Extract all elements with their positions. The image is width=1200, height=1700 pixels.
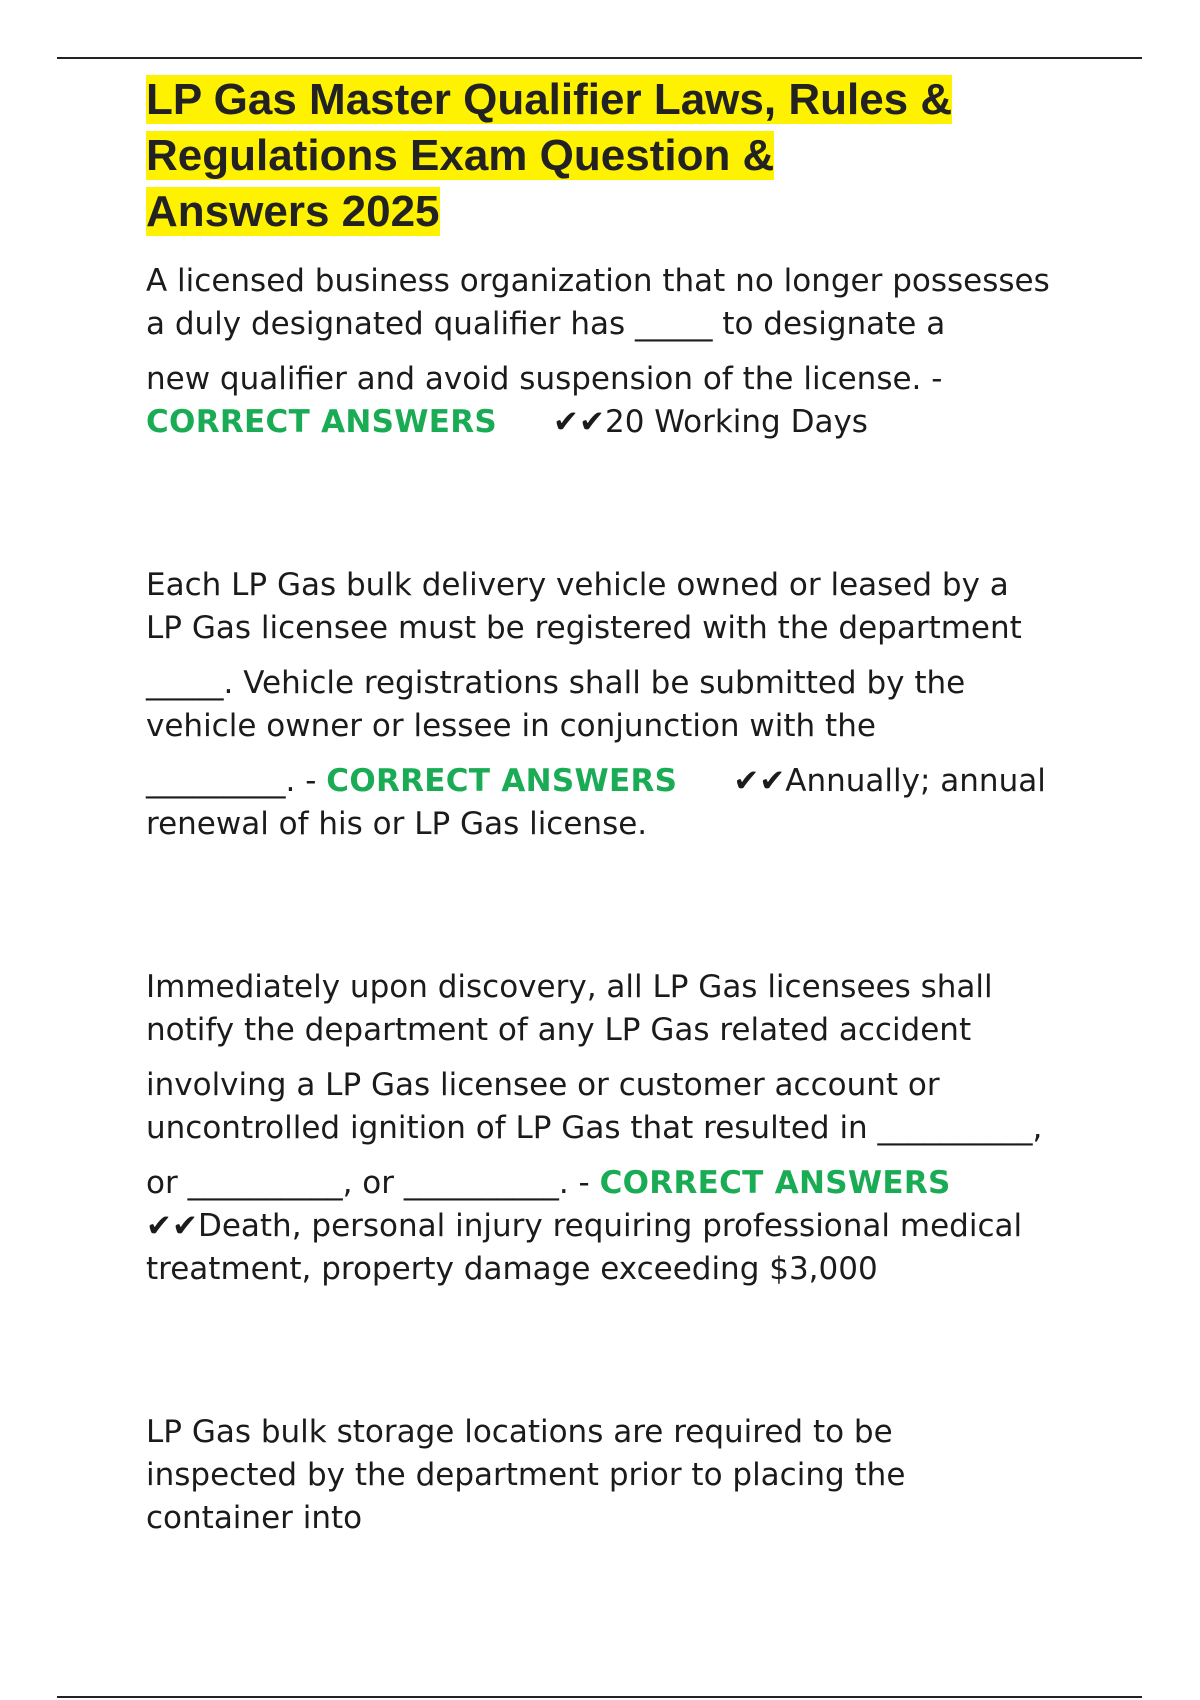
answer-line xyxy=(146,1162,1106,1205)
question-line: _________. - xyxy=(146,763,317,799)
check-icon: ✔✔ xyxy=(146,1208,198,1244)
title-highlight xyxy=(146,75,952,236)
answer-line xyxy=(146,763,1046,799)
title-line: LP Gas Master Qualifier Laws, Rules & xyxy=(146,75,953,124)
correct-answers-label: CORRECT ANSWERS xyxy=(146,404,498,440)
answer-text: Annually; annual xyxy=(785,763,1046,799)
question-text xyxy=(146,1411,1106,1540)
answer-line xyxy=(146,1205,1106,1248)
title-line: Regulations Exam Question & xyxy=(146,131,775,180)
title-line: Answers 2025 xyxy=(146,187,440,236)
question-line: new qualifier and avoid suspension of the license. - xyxy=(146,361,943,397)
question-line: a duly designated qualifier has _____ to designate a xyxy=(146,306,946,342)
answer-text: Death, personal injury requiring professional medical xyxy=(197,1208,1023,1244)
question-line: Immediately upon discovery, all LP Gas licensees shall xyxy=(146,969,993,1005)
qa-item xyxy=(146,564,1106,846)
question-text xyxy=(146,966,1106,1162)
question-line: uncontrolled ignition of LP Gas that resulted in __________, xyxy=(146,1110,1043,1146)
document-body xyxy=(146,72,1106,1540)
question-line: LP Gas bulk storage locations are required to be xyxy=(146,1414,893,1450)
document-title xyxy=(146,72,1046,240)
answer-block xyxy=(146,1162,1106,1291)
answer-text: 20 Working Days xyxy=(605,404,868,440)
top-rule xyxy=(57,57,1142,59)
question-line: Each LP Gas bulk delivery vehicle owned or leased by a xyxy=(146,567,1009,603)
bottom-rule xyxy=(57,1696,1142,1698)
qa-item xyxy=(146,966,1106,1291)
correct-answers-label: CORRECT ANSWERS xyxy=(599,1165,951,1201)
correct-answers-label: CORRECT ANSWERS xyxy=(326,763,678,799)
qa-item xyxy=(146,260,1106,444)
question-line: vehicle owner or lessee in conjunction with the xyxy=(146,708,876,744)
question-line: A licensed business organization that no longer possesses xyxy=(146,263,1050,299)
qa-item xyxy=(146,1411,1106,1540)
answer-line xyxy=(146,404,868,440)
answer-text: treatment, property damage exceeding $3,000 xyxy=(146,1251,878,1287)
question-line: notify the department of any LP Gas related accident xyxy=(146,1012,972,1048)
question-line: _____. Vehicle registrations shall be submitted by the xyxy=(146,665,966,701)
check-icon: ✔✔ xyxy=(553,404,605,440)
question-line: inspected by the department prior to placing the xyxy=(146,1457,906,1493)
question-line: container into xyxy=(146,1500,363,1536)
answer-text: renewal of his or LP Gas license. xyxy=(146,806,648,842)
check-icon: ✔✔ xyxy=(733,763,786,799)
answer-continuation xyxy=(146,803,1106,846)
question-line: or __________, or __________. - xyxy=(146,1165,590,1201)
question-line: LP Gas licensee must be registered with the department xyxy=(146,610,1022,646)
question-text xyxy=(146,564,1106,760)
question-line: involving a LP Gas licensee or customer account or xyxy=(146,1067,940,1103)
question-text xyxy=(146,260,1106,401)
